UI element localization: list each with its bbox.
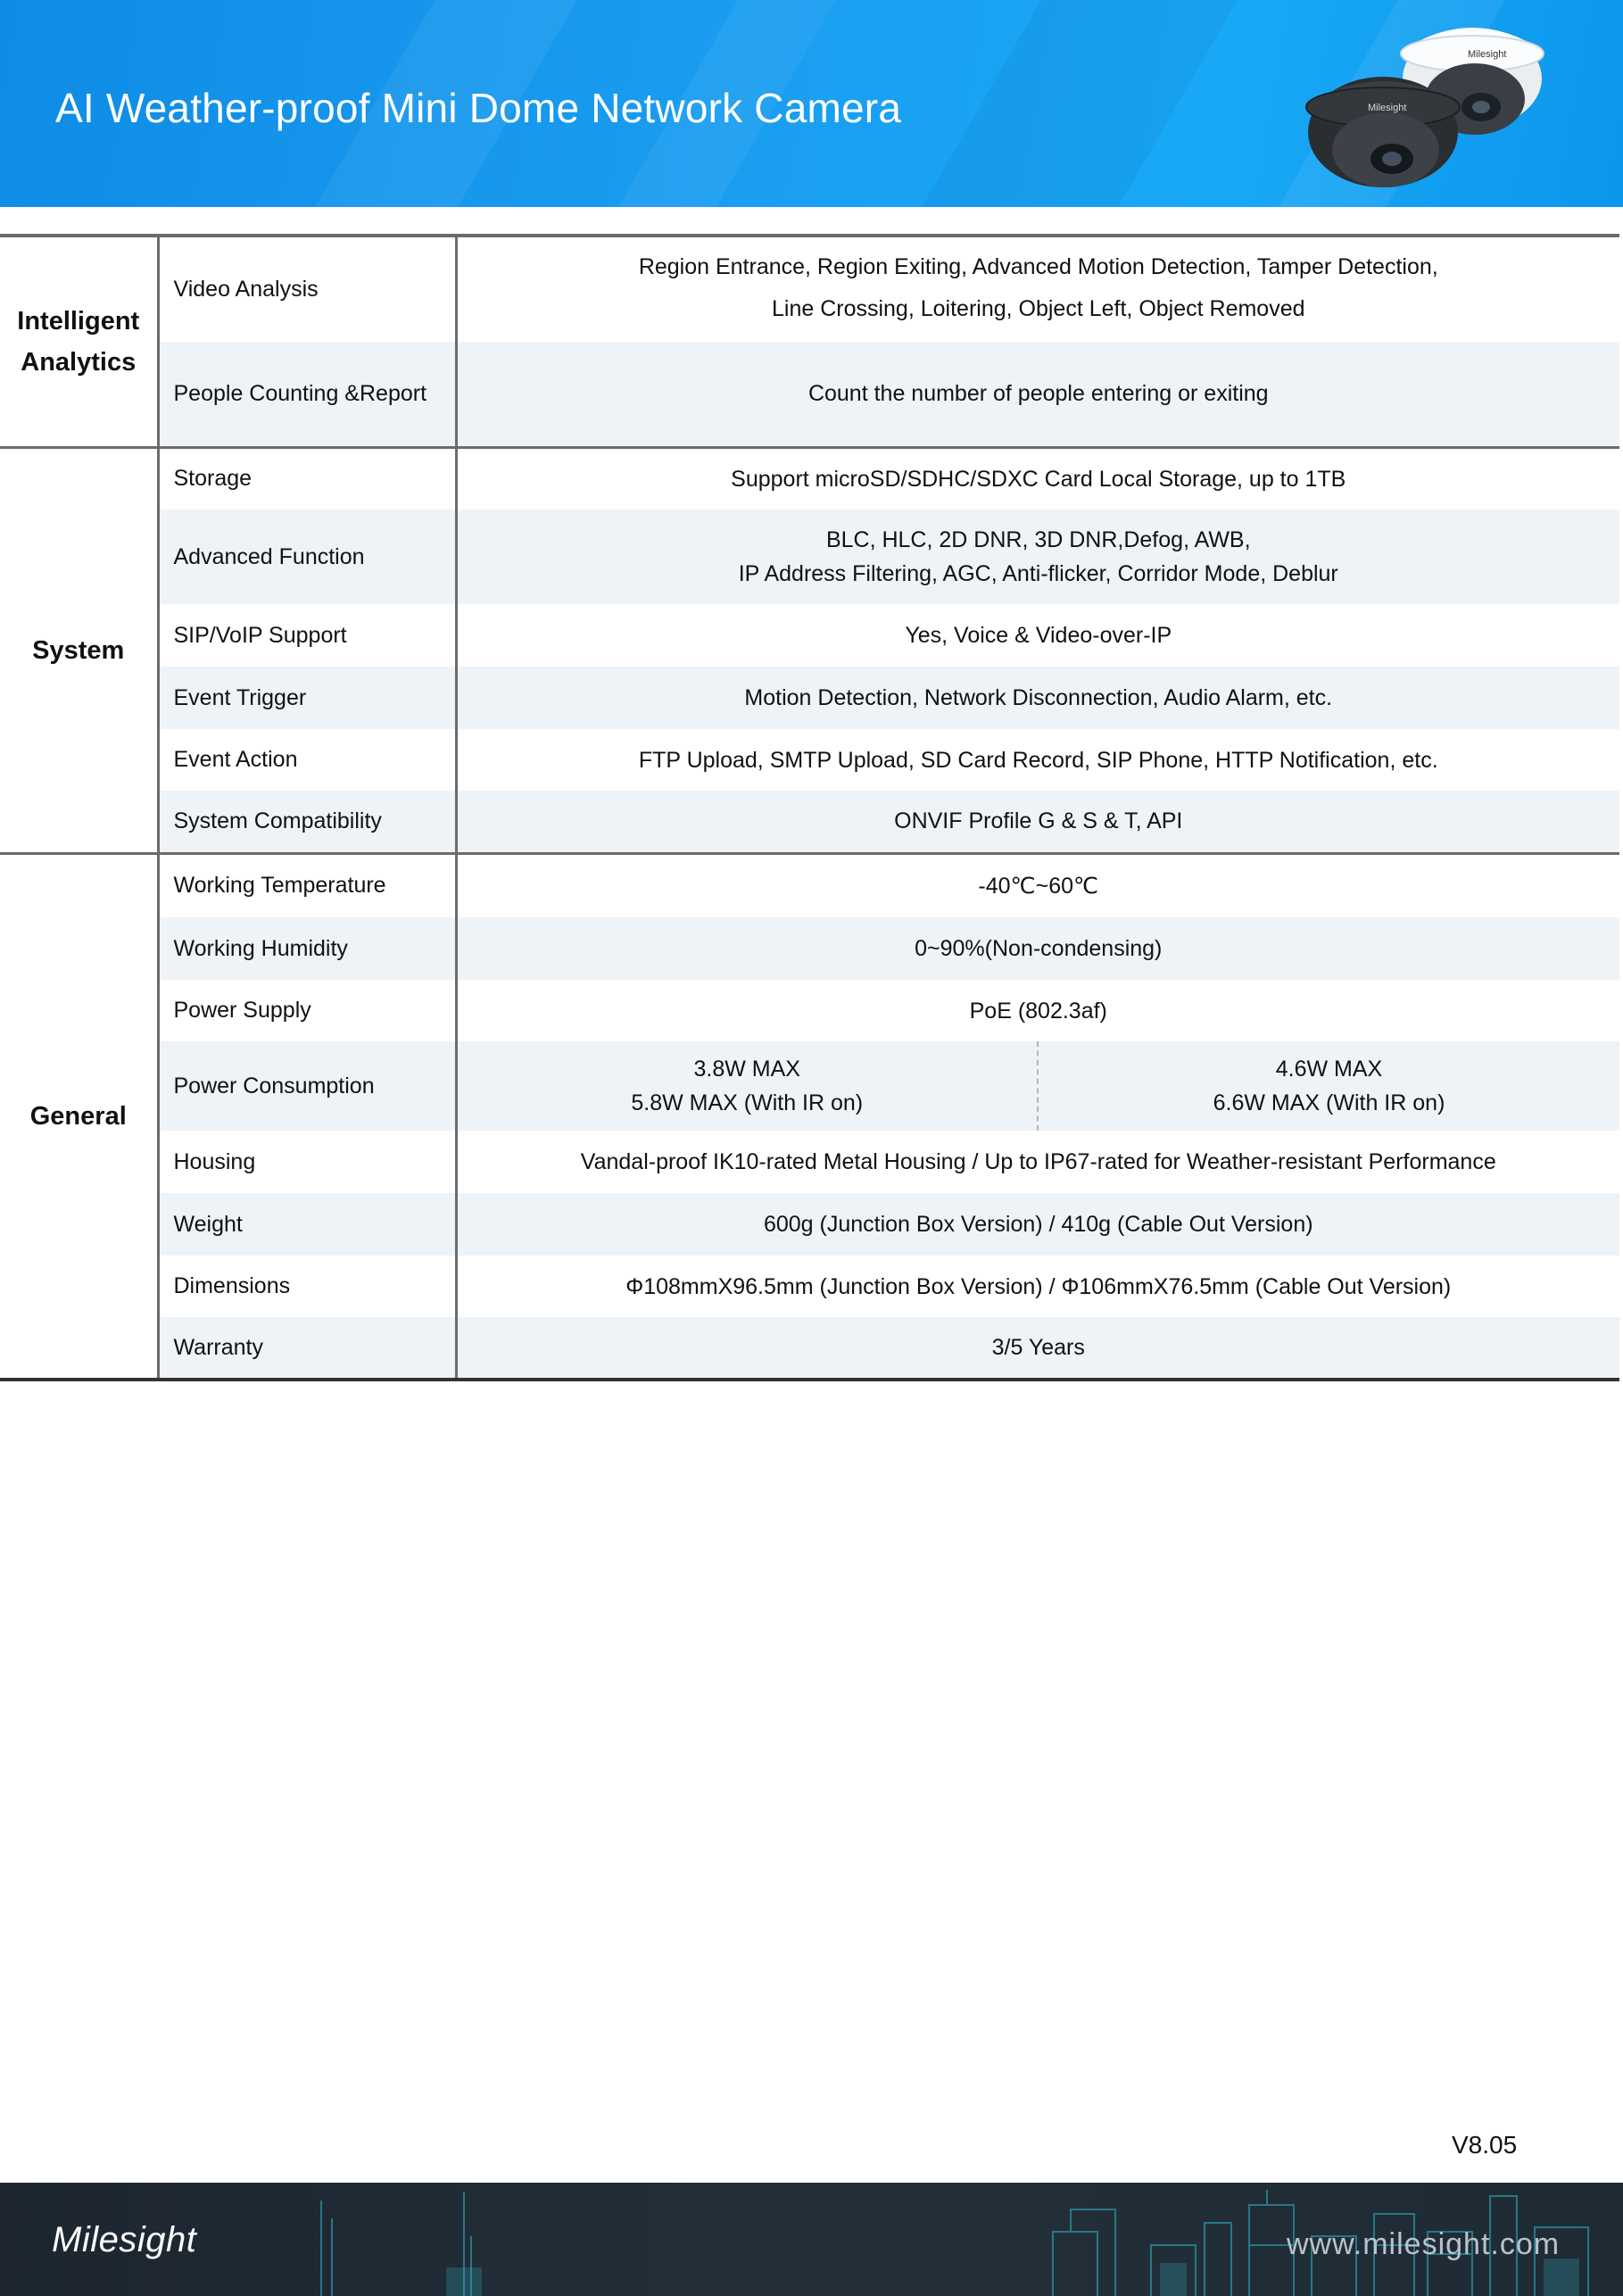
power-consumption-value-left	[456, 1041, 1038, 1131]
spec-value: Φ108mmX96.5mm (Junction Box Version) / Φ106mmX76.5mm (Cable Out Version)	[625, 1273, 1452, 1299]
spec-row	[0, 236, 1619, 342]
spec-value: Count the number of people entering or exiting	[456, 342, 1619, 447]
spec-label: People Counting &Report	[158, 342, 456, 447]
banner-facet	[922, 0, 1238, 207]
page-title: AI Weather-proof Mini Dome Network Camera	[55, 85, 902, 131]
spec-value: Support microSD/SDHC/SDXC Card Local Storage, up to 1TB	[456, 447, 1619, 510]
spec-value: 0~90%(Non-condensing)	[456, 917, 1619, 980]
spec-value-line: 4.6W MAX	[1275, 1057, 1383, 1082]
spec-value	[456, 236, 1619, 342]
spec-label: Advanced Function	[158, 510, 456, 604]
category-general: General	[0, 853, 158, 1380]
spec-label: Video Analysis	[158, 236, 456, 342]
spec-label: Warranty	[158, 1317, 456, 1380]
spec-row	[0, 917, 1619, 980]
spec-row	[0, 1317, 1619, 1380]
spec-label: Storage	[158, 447, 456, 510]
spec-row	[0, 510, 1619, 604]
spec-label: Event Trigger	[158, 667, 456, 729]
spec-row	[0, 729, 1619, 791]
spec-row	[0, 791, 1619, 853]
spec-row	[0, 1131, 1619, 1193]
spec-row	[0, 342, 1619, 447]
spec-row	[0, 1041, 1619, 1131]
version-label: V8.05	[1452, 2131, 1518, 2159]
spec-value: Vandal-proof IK10-rated Metal Housing / Up to IP67-rated for Weather-resistant Performance	[580, 1149, 1496, 1174]
spec-value-line: 3.8W MAX	[693, 1057, 800, 1082]
spec-value: ONVIF Profile G & S & T, API	[456, 791, 1619, 853]
spec-label: Dimensions	[158, 1256, 456, 1317]
spec-label: Working Humidity	[158, 917, 456, 980]
spec-label: Weight	[158, 1193, 456, 1256]
spec-value: 600g (Junction Box Version) / 410g (Cable Out Version)	[456, 1193, 1619, 1256]
spec-row	[0, 667, 1619, 729]
black-camera-brand-text: Milesight	[1368, 103, 1407, 113]
website-url: www.milesight.com	[1287, 2227, 1561, 2261]
spec-label: System Compatibility	[158, 791, 456, 853]
spec-value: FTP Upload, SMTP Upload, SD Card Record, SIP Phone, HTTP Notification, etc.	[638, 747, 1438, 773]
white-camera-brand-text: Milesight	[1468, 49, 1507, 60]
spec-value: Motion Detection, Network Disconnection, Audio Alarm, etc.	[456, 667, 1619, 729]
spec-label: Event Action	[158, 729, 456, 791]
power-consumption-value-right	[1038, 1041, 1619, 1131]
spec-row	[0, 1193, 1619, 1256]
spec-row	[0, 447, 1619, 510]
spec-label: Power Supply	[158, 980, 456, 1041]
footer-bar	[0, 2183, 1623, 2296]
spec-label: Power Consumption	[158, 1041, 456, 1131]
spec-label: SIP/VoIP Support	[158, 604, 456, 667]
spec-value-line: BLC, HLC, 2D DNR, 3D DNR,Defog, AWB,	[825, 527, 1251, 552]
spec-label: Housing	[158, 1131, 456, 1193]
spec-value-line: Line Crossing, Loitering, Object Left, Object Removed	[771, 295, 1305, 321]
spec-value: PoE (802.3af)	[969, 998, 1107, 1024]
black-dome-camera	[1306, 77, 1460, 187]
header-banner	[0, 0, 1623, 207]
spec-row	[0, 980, 1619, 1041]
spec-value-line: Region Entrance, Region Exiting, Advanced Motion Detection, Tamper Detection,	[638, 253, 1438, 279]
dome-camera-product-image	[1298, 14, 1557, 197]
category-system: System	[0, 447, 158, 853]
spec-table	[0, 234, 1619, 1381]
spec-value-line: IP Address Filtering, AGC, Anti-flicker, Corridor Mode, Deblur	[738, 561, 1338, 586]
spec-value: -40℃~60℃	[456, 853, 1619, 917]
spec-row	[0, 1256, 1619, 1317]
spec-row	[0, 853, 1619, 917]
spec-value: 3/5 Years	[456, 1317, 1619, 1380]
spec-row	[0, 604, 1619, 667]
spec-value: Yes, Voice & Video-over-IP	[905, 623, 1172, 648]
spec-value-line: 5.8W MAX (With IR on)	[631, 1090, 864, 1115]
milesight-logo: Milesight	[52, 2220, 197, 2259]
spec-label: Working Temperature	[158, 853, 456, 917]
spec-value-line: 6.6W MAX (With IR on)	[1213, 1090, 1445, 1115]
spec-value	[456, 510, 1619, 604]
category-intelligent-analytics: Intelligent Analytics	[0, 236, 158, 447]
